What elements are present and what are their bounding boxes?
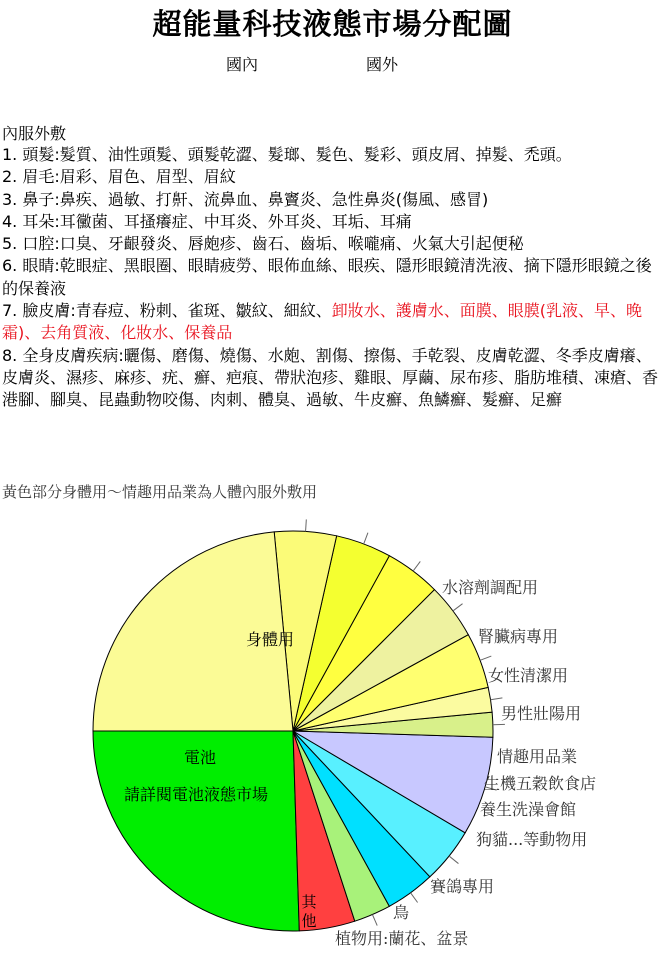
item-text: 鼻疾、過敏、打鼾、流鼻血、鼻竇炎、急性鼻炎(傷風、感冒): [59, 189, 489, 209]
leader-line: [364, 533, 368, 544]
leader-line: [480, 656, 491, 660]
subhead-foreign: 國外: [366, 55, 399, 74]
page-title: 超能量科技液態市場分配圖: [152, 7, 513, 41]
item-text: 髮質、油性頭髮、頭髮乾澀、髮瑯、髮色、髮彩、頭皮屑、掉髮、禿頭。: [59, 145, 572, 164]
item-text: 乾眼症、黑眼圈、眼睛疲勞、眼佈血絲、眼疾、隱形眼鏡清洗液、摘下隱形眼鏡之後的保養液: [2, 256, 652, 298]
item-label: 1. 頭髮:: [2, 145, 60, 164]
slice-label: 鳥: [393, 903, 410, 922]
item-label: 3. 鼻子:: [2, 189, 60, 209]
item-text: 眉彩、眉色、眉型、眉紋: [59, 167, 236, 187]
leader-line: [453, 604, 463, 611]
item-label: 8. 全身皮膚疾病:: [2, 345, 124, 365]
slice-label: 生機五穀飲食店: [484, 774, 597, 793]
leader-line: [491, 698, 503, 700]
item-text: 耳黴菌、耳搔癢症、中耳炎、外耳炎、耳垢、耳痛: [59, 211, 412, 231]
slice-label: 請詳閱電池液態市場: [123, 785, 269, 804]
pie-caption: 黃色部分身體用～情趣用品業為人體內服外敷用: [2, 483, 318, 501]
slice-label: 賽鴿專用: [430, 877, 495, 896]
section-title: 內服外敷: [2, 124, 67, 143]
leader-line: [413, 561, 420, 571]
slice-label: 情趣用品業: [497, 747, 578, 766]
leader-line: [411, 893, 418, 903]
slice-label: 養生洗澡會館: [480, 800, 577, 819]
item-text: 青春痘、粉刺、雀斑、皺紋、細紋、: [75, 301, 332, 321]
slice-label: 腎臟病專用: [478, 627, 559, 646]
item-label: 5. 口腔:: [2, 234, 60, 254]
item-label: 7. 臉皮膚:: [2, 301, 76, 321]
slice-label: 身體用: [245, 630, 295, 649]
slice-label: 他: [301, 912, 317, 930]
leader-line: [372, 915, 377, 926]
slice-label: 狗貓...等動物用: [476, 830, 588, 849]
slice-label: 其: [301, 893, 317, 911]
leader-line: [449, 856, 458, 864]
item-highlight: 卸妝水、護膚水、面膜、眼膜(乳液、早、晚霜)、去角質液、化妝水、保養品: [2, 301, 643, 343]
slice-label: 電池: [183, 748, 217, 767]
slice-label: 植物用:蘭花、盆景: [335, 929, 469, 948]
item-text: 曬傷、磨傷、燒傷、水皰、割傷、擦傷、手乾裂、皮膚乾澀、冬季皮膚癢、皮膚炎、濕疹、麻疹、疣、癬、疤痕、帶狀泡疹、雞眼、厚繭、尿布疹、脂肪堆積、凍瘡、香港腳、腳臭、昆蟲動物咬傷、肉刺、體臭、過敏、牛皮癬、魚鱗癬、髮癬、足癬: [2, 345, 659, 410]
slice-label: 水溶劑調配用: [442, 578, 539, 597]
item-label: 4. 耳朵:: [2, 211, 60, 231]
item-label: 6. 眼睛:: [2, 256, 60, 276]
leader-line: [306, 519, 307, 531]
slice-label: 女性清潔用: [488, 666, 569, 685]
slice-label: 男性壯陽用: [501, 704, 582, 723]
item-label: 2. 眉毛:: [2, 167, 60, 187]
item-text: 口臭、牙齦發炎、唇皰疹、齒石、齒垢、喉嚨痛、火氣大引起便秘: [59, 234, 524, 254]
subhead-domestic: 國內: [226, 55, 259, 74]
